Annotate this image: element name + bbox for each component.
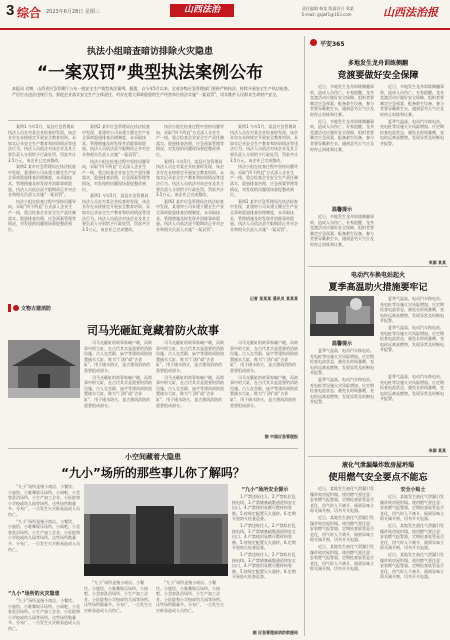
lead-credit: 记者 某某某 通讯员 某某某 — [249, 296, 298, 301]
column-divider — [304, 36, 305, 636]
bot-box-head: “九小”场所安全提示 — [241, 487, 289, 493]
bot-col-1: “九小”场所是指小商店、小餐饮、小旅馆、小歌舞娱乐场所、小网吧、小美容洗浴场所、小生产加工企业、小医院和小学校或幼儿园等场所。这些场所数量多、分布广，一旦发生火灾极易造成人员伤亡。 “九小”场所是指小商店、小餐饮、小旅馆、小歌舞娱乐场所、小网吧、小美容洗浴场所、小生产加工企业、小医院和小学校或幼儿园等场所。这些场所数量多、分布广，一旦发生火灾极易造成人员伤亡。 — [8, 484, 80, 552]
rt-box-head: 温馨提示 — [331, 207, 352, 213]
mid-col-2: 司马光砸缸的故事家喻户晓，而故事中的大缸，在古代其实是重要的消防设施。古人在宫殿、庙宇等建筑周围放置储水大缸，称为“门海”或“吉祥缸”，用于储水防火，是古建筑消防的重要组成部分。 司马光砸缸的故事家喻户晓，而故事中的大缸，在古代其实是重要的消防设施。古人在宫殿、庙宇等建筑周围放置储水大缸，称为“门海”或“吉祥缸”，用于储水防火，是古建筑消防的重要组成部分。 — [156, 340, 224, 408]
masthead-right: 山西法治报 — [383, 6, 438, 19]
bot-col-1b: “九小”场所是指小商店、小餐饮、小旅馆、小歌舞娱乐场所、小网吧、小美容洗浴场所、小生产加工企业、小医院和小学校或幼儿园等场所。这些场所数量多、分布广，一旦发生火灾极易造成人员伤亡。 — [8, 598, 80, 631]
rb-kicker: 液化气泄漏爆炸致房屋坍塌 — [341, 462, 414, 469]
rm-col-1: 夏季气温高，电动汽车换电站、充电桩等设施火灾风险增加。应定期检查电池状态，避免长时间暴晒，充电时远离易燃物，发现异常及时断电并报警。 夏季气温高，电动汽车换电站、充电桩等设施火灾风险增加。应定期检查电池状态，避免长时间暴晒，充电时远离易燃物，发现异常及时断电并报警。 — [310, 348, 374, 405]
rt-col-2: 近日，多地发生龙舟训练侧翻事故，造成人员伤亡。专家提醒，龙舟竞渡活动应做好安全保障，组织者要制定应急预案，配备救生设备，参与者要穿戴救生衣，遇到恶劣天气应及时停止训练和比赛。 夏季气温高，电动汽车换电站、充电桩等设施火灾风险增加。应定期检查电池状态，避免长时间暴晒，充电时远离易燃物，发现异常及时断电并报警。 — [380, 84, 444, 146]
shield-icon — [310, 39, 317, 46]
rm-box-head: 温馨提示 — [331, 341, 352, 347]
mid-section-label: 文物古建消防 — [21, 306, 52, 312]
lead-col-2: 案例2 某市应急管理局在执法检查中发现，某建材公司未建立健全生产安全事故隐患排查治理制度，未采取技术、管理措施及时发现并消除事故隐患。执法人员依法责令限期改正并对企业和相关负责人实施“一案双罚”。 执法小组在检查过程中坚持问题导向，采取“四不两直”方式深入企业生产一线，重点检查企业安全生产责任制落实、隐患排查治理、应急预案管理等情况，对发现的问题现场督促整改到位。 案例1 今年5月，某县应急管理局执法人员在对某企业检查时发现，该企业存在未按规定开展安全教育培训、未如实记录安全生产教育和培训情况等违法行为。执法人员依法对该企业及其主要负责人分别给予行政处罚，罚款共计3.5万元。该企业已完成整改。 — [82, 124, 150, 232]
rt-col-1: 近日，多地发生龙舟训练侧翻事故，造成人员伤亡。专家提醒，龙舟竞渡活动应做好安全保障，组织者要制定应急预案，配备救生设备，参与者要穿戴救生衣，遇到恶劣天气应及时停止训练和比赛。 近日，多地发生龙舟训练侧翻事故，造成人员伤亡。专家提醒，龙舟竞渡活动应做好安全保障，组织者要制定应急预案，配备救生设备，参与者要穿戴救生衣，遇到恶劣天气应及时停止训练和比赛。 — [310, 84, 374, 152]
email-line: E-mail: gsjwf1@163.com — [302, 12, 352, 17]
heritage-photo — [8, 340, 80, 398]
rb-title: 使用燃气安全要点不能忘 — [328, 473, 428, 483]
bottom-kicker: 小空间藏着大隐患 — [125, 453, 181, 461]
mid-credit: 据 中国应急管理报 — [264, 434, 298, 439]
bot-sub-1: “九小”场所的火灾隐患 — [8, 591, 60, 597]
bottom-divider — [8, 448, 298, 449]
mid-title: 司马光砸缸竟藏着防火故事 — [87, 324, 219, 337]
bot-col-4: 1.严禁违规住人。2.严禁私拉乱接电线。3.严禁堵塞疏散通道和安全出口。4.严禁使用易燃可燃材料装修。5.按规定配置灭火器材。6.定期开展防火检查巡查。 1.严禁违规住人。2.严禁私拉乱接电线。3.严禁堵塞疏散通道和安全出口。4.严禁使用易燃可燃材料装修。5.按规定配置灭火器材。6.定期开展防火检查巡查。 1.严禁违规住人。2.严禁私拉乱接电线。3.严禁堵塞疏散通道和安全出口。4.严禁使用易燃可燃材料装修。5.按规定配置灭火器材。6.定期开展防火检查巡查。 — [232, 494, 296, 580]
editors-line: 责任编辑 韩某 版面设计 郑某 — [302, 6, 354, 11]
rb-col-1: 近日，某地发生液化气泄漏引发爆炸致房屋坍塌。使用燃气要注意：安装燃气报警器，定期检查软管是否老化，用气时人不离开，闻到异味立即关阀开窗，切勿开关电器。 近日，某地发生液化气泄漏引发爆炸致房屋坍塌。使用燃气要注意：安装燃气报警器，定期检查软管是否老化，用气时人不离开，闻到异味立即关阀开窗，切勿开关电器。 近日，某地发生液化气泄漏引发爆炸致房屋坍塌。使用燃气要注意：安装燃气报警器，定期检查软管是否老化，用气时人不离开，闻到异味立即关阀开窗，切勿开关电器。 — [310, 486, 374, 572]
right-section-label: 平安365 — [320, 41, 345, 48]
lead-col-1: 案例1 今年5月，某县应急管理局执法人员在对某企业检查时发现，该企业存在未按规定开展安全教育培训、未如实记录安全生产教育和培训情况等违法行为。执法人员依法对该企业及其主要负责人分别给予行政处罚，罚款共计3.5万元。该企业已完成整改。 案例2 某市应急管理局在执法检查中发现，某建材公司未建立健全生产安全事故隐患排查治理制度，未采取技术、管理措施及时发现并消除事故隐患。执法人员依法责令限期改正并对企业和相关负责人实施“一案双罚”。 执法小组在检查过程中坚持问题导向，采取“四不两直”方式深入企业生产一线，重点检查企业安全生产责任制落实、隐患排查治理、应急预案管理等情况，对发现的问题现场督促整改到位。 — [8, 124, 76, 232]
bottom-credit: 据 应急管理部消防救援局 — [252, 630, 298, 635]
building-icon — [13, 305, 19, 311]
rm-divider — [308, 266, 448, 267]
bottom-title: “九小”场所的那些事儿你了解吗？ — [61, 466, 245, 480]
rt-col-3: 近日，多地发生龙舟训练侧翻事故，造成人员伤亡。专家提醒，龙舟竞渡活动应做好安全保障，组织者要制定应急预案，配备救生设备，参与者要穿戴救生衣，遇到恶劣天气应及时停止训练和比赛。 — [310, 214, 374, 247]
mid-col-1: 司马光砸缸的故事家喻户晓，而故事中的大缸，在古代其实是重要的消防设施。古人在宫殿、庙宇等建筑周围放置储水大缸，称为“门海”或“吉祥缸”，用于储水防火，是古建筑消防的重要组成部分。 司马光砸缸的故事家喻户晓，而故事中的大缸，在古代其实是重要的消防设施。古人在宫殿、庙宇等建筑周围放置储水大缸，称为“门海”或“吉祥缸”，用于储水防火，是古建筑消防的重要组成部分。 — [84, 340, 152, 408]
lead-kicker: 执法小组暗查暗访排除火灾隐患 — [86, 47, 213, 57]
lead-col-4: 案例1 今年5月，某县应急管理局执法人员在对某企业检查时发现，该企业存在未按规定开展安全教育培训、未如实记录安全生产教育和培训情况等违法行为。执法人员依法对该企业及其主要负责人分别给予行政处罚，罚款共计3.5万元。该企业已完成整改。 执法小组在检查过程中坚持问题导向，采取“四不两直”方式深入企业生产一线，重点检查企业安全生产责任制落实、隐患排查治理、应急预案管理等情况，对发现的问题现场督促整改到位。 案例2 某市应急管理局在执法检查中发现，某建材公司未建立健全生产安全事故隐患排查治理制度，未采取技术、管理措施及时发现并消除事故隐患。执法人员依法责令限期改正并对企业和相关负责人实施“一案双罚”。 — [230, 124, 298, 232]
rt-credit: 来源 某某 — [428, 260, 446, 265]
rb-divider — [308, 456, 448, 457]
rt-kicker: 多地发生龙舟训练侧翻 — [347, 60, 408, 67]
bot-col-2: “九小”场所是指小商店、小餐饮、小旅馆、小歌舞娱乐场所、小网吧、小美容洗浴场所、小生产加工企业、小医院和小学校或幼儿园等场所。这些场所数量多、分布广，一旦发生火灾极易造成人员伤亡。 — [84, 580, 152, 613]
rb-col-2: 近日，某地发生液化气泄漏引发爆炸致房屋坍塌。使用燃气要注意：安装燃气报警器，定期检查软管是否老化，用气时人不离开，闻到异味立即关阀开窗，切勿开关电器。 近日，某地发生液化气泄漏引发爆炸致房屋坍塌。使用燃气要注意：安装燃气报警器，定期检查软管是否老化，用气时人不离开，闻到异味立即关阀开窗，切勿开关电器。 近日，某地发生液化气泄漏引发爆炸致房屋坍塌。使用燃气要注意：安装燃气报警器，定期检查软管是否老化，用气时人不离开，闻到异味立即关阀开窗，切勿开关电器。 — [380, 494, 444, 580]
rm-col-2: 夏季气温高，电动汽车换电站、充电桩等设施火灾风险增加。应定期检查电池状态，避免长时间暴晒，充电时远离易燃物，发现异常及时断电并报警。 夏季气温高，电动汽车换电站、充电桩等设施火灾风险增加。应定期检查电池状态，避免长时间暴晒，充电时远离易燃物，发现异常及时断电并报警。 — [380, 296, 444, 353]
ev-fire-photo — [310, 296, 374, 336]
rm-title: 夏季高温助火措施要牢记 — [328, 283, 428, 293]
rb-box-head: 安全小贴士 — [400, 487, 426, 493]
lead-col-3: 执法小组在检查过程中坚持问题导向，采取“四不两直”方式深入企业生产一线，重点检查企业安全生产责任制落实、隐患排查治理、应急预案管理等情况，对发现的问题现场督促整改到位。 案例1 今年5月，某县应急管理局执法人员在对某企业检查时发现，该企业存在未按规定开展安全教育培训、未如实记录安全生产教育和培训情况等违法行为。执法人员依法对该企业及其主要负责人分别给予行政处罚，罚款共计3.5万元。该企业已完成整改。 案例2 某市应急管理局在执法检查中发现，某建材公司未建立健全生产安全事故隐患排查治理制度，未采取技术、管理措施及时发现并消除事故隐患。执法人员依法责令限期改正并对企业和相关负责人实施“一案双罚”。 — [156, 124, 224, 232]
rm-col-3: 夏季气温高，电动汽车换电站、充电桩等设施火灾风险增加。应定期检查电池状态，避免长时间暴晒，充电时远离易燃物，发现异常及时断电并报警。 — [380, 374, 444, 402]
lead-intro: 本报讯 近期，山西省应急管理厅公布一批安全生产典型执法案例。据悉，自今年5月以来，全省各级应急管理部门坚持严格执法，持续开展安全生产执法检查，严厉打击违法违规行为，督促企业落实安全生产主体责任，对存在重大事故隐患的生产经营单位依法实施“一案双罚”，切实维护人民群众生命财产安全。 — [12, 86, 292, 97]
lead-title: “一案双罚”典型执法案例公布 — [36, 63, 264, 83]
bot-col-3: “九小”场所是指小商店、小餐饮、小旅馆、小歌舞娱乐场所、小网吧、小美容洗浴场所、小生产加工企业、小医院和小学校或幼儿园等场所。这些场所数量多、分布广，一旦发生火灾极易造成人员伤亡。 — [156, 580, 224, 613]
mid-col-3: 司马光砸缸的故事家喻户晓，而故事中的大缸，在古代其实是重要的消防设施。古人在宫殿、庙宇等建筑周围放置储水大缸，称为“门海”或“吉祥缸”，用于储水防火，是古建筑消防的重要组成部分。 司马光砸缸的故事家喻户晓，而故事中的大缸，在古代其实是重要的消防设施。古人在宫殿、庙宇等建筑周围放置储水大缸，称为“门海”或“吉祥缸”，用于储水防火，是古建筑消防的重要组成部分。 — [230, 340, 298, 408]
rm-kicker: 电动汽车换电站起火 — [350, 272, 405, 279]
street-photo — [84, 484, 228, 576]
section-name: 综合 — [17, 6, 42, 20]
page-number: 3 — [6, 2, 15, 19]
masthead-center: 山西法治 — [170, 4, 234, 17]
issue-date: 2023年6月28日 星期三 — [46, 9, 100, 15]
lead-divider — [8, 120, 298, 121]
editors-info — [302, 6, 380, 18]
rm-credit: 来源 某某 — [428, 448, 446, 453]
mid-section-bar — [8, 304, 11, 312]
rt-title: 竞渡要做好安全保障 — [337, 71, 419, 81]
